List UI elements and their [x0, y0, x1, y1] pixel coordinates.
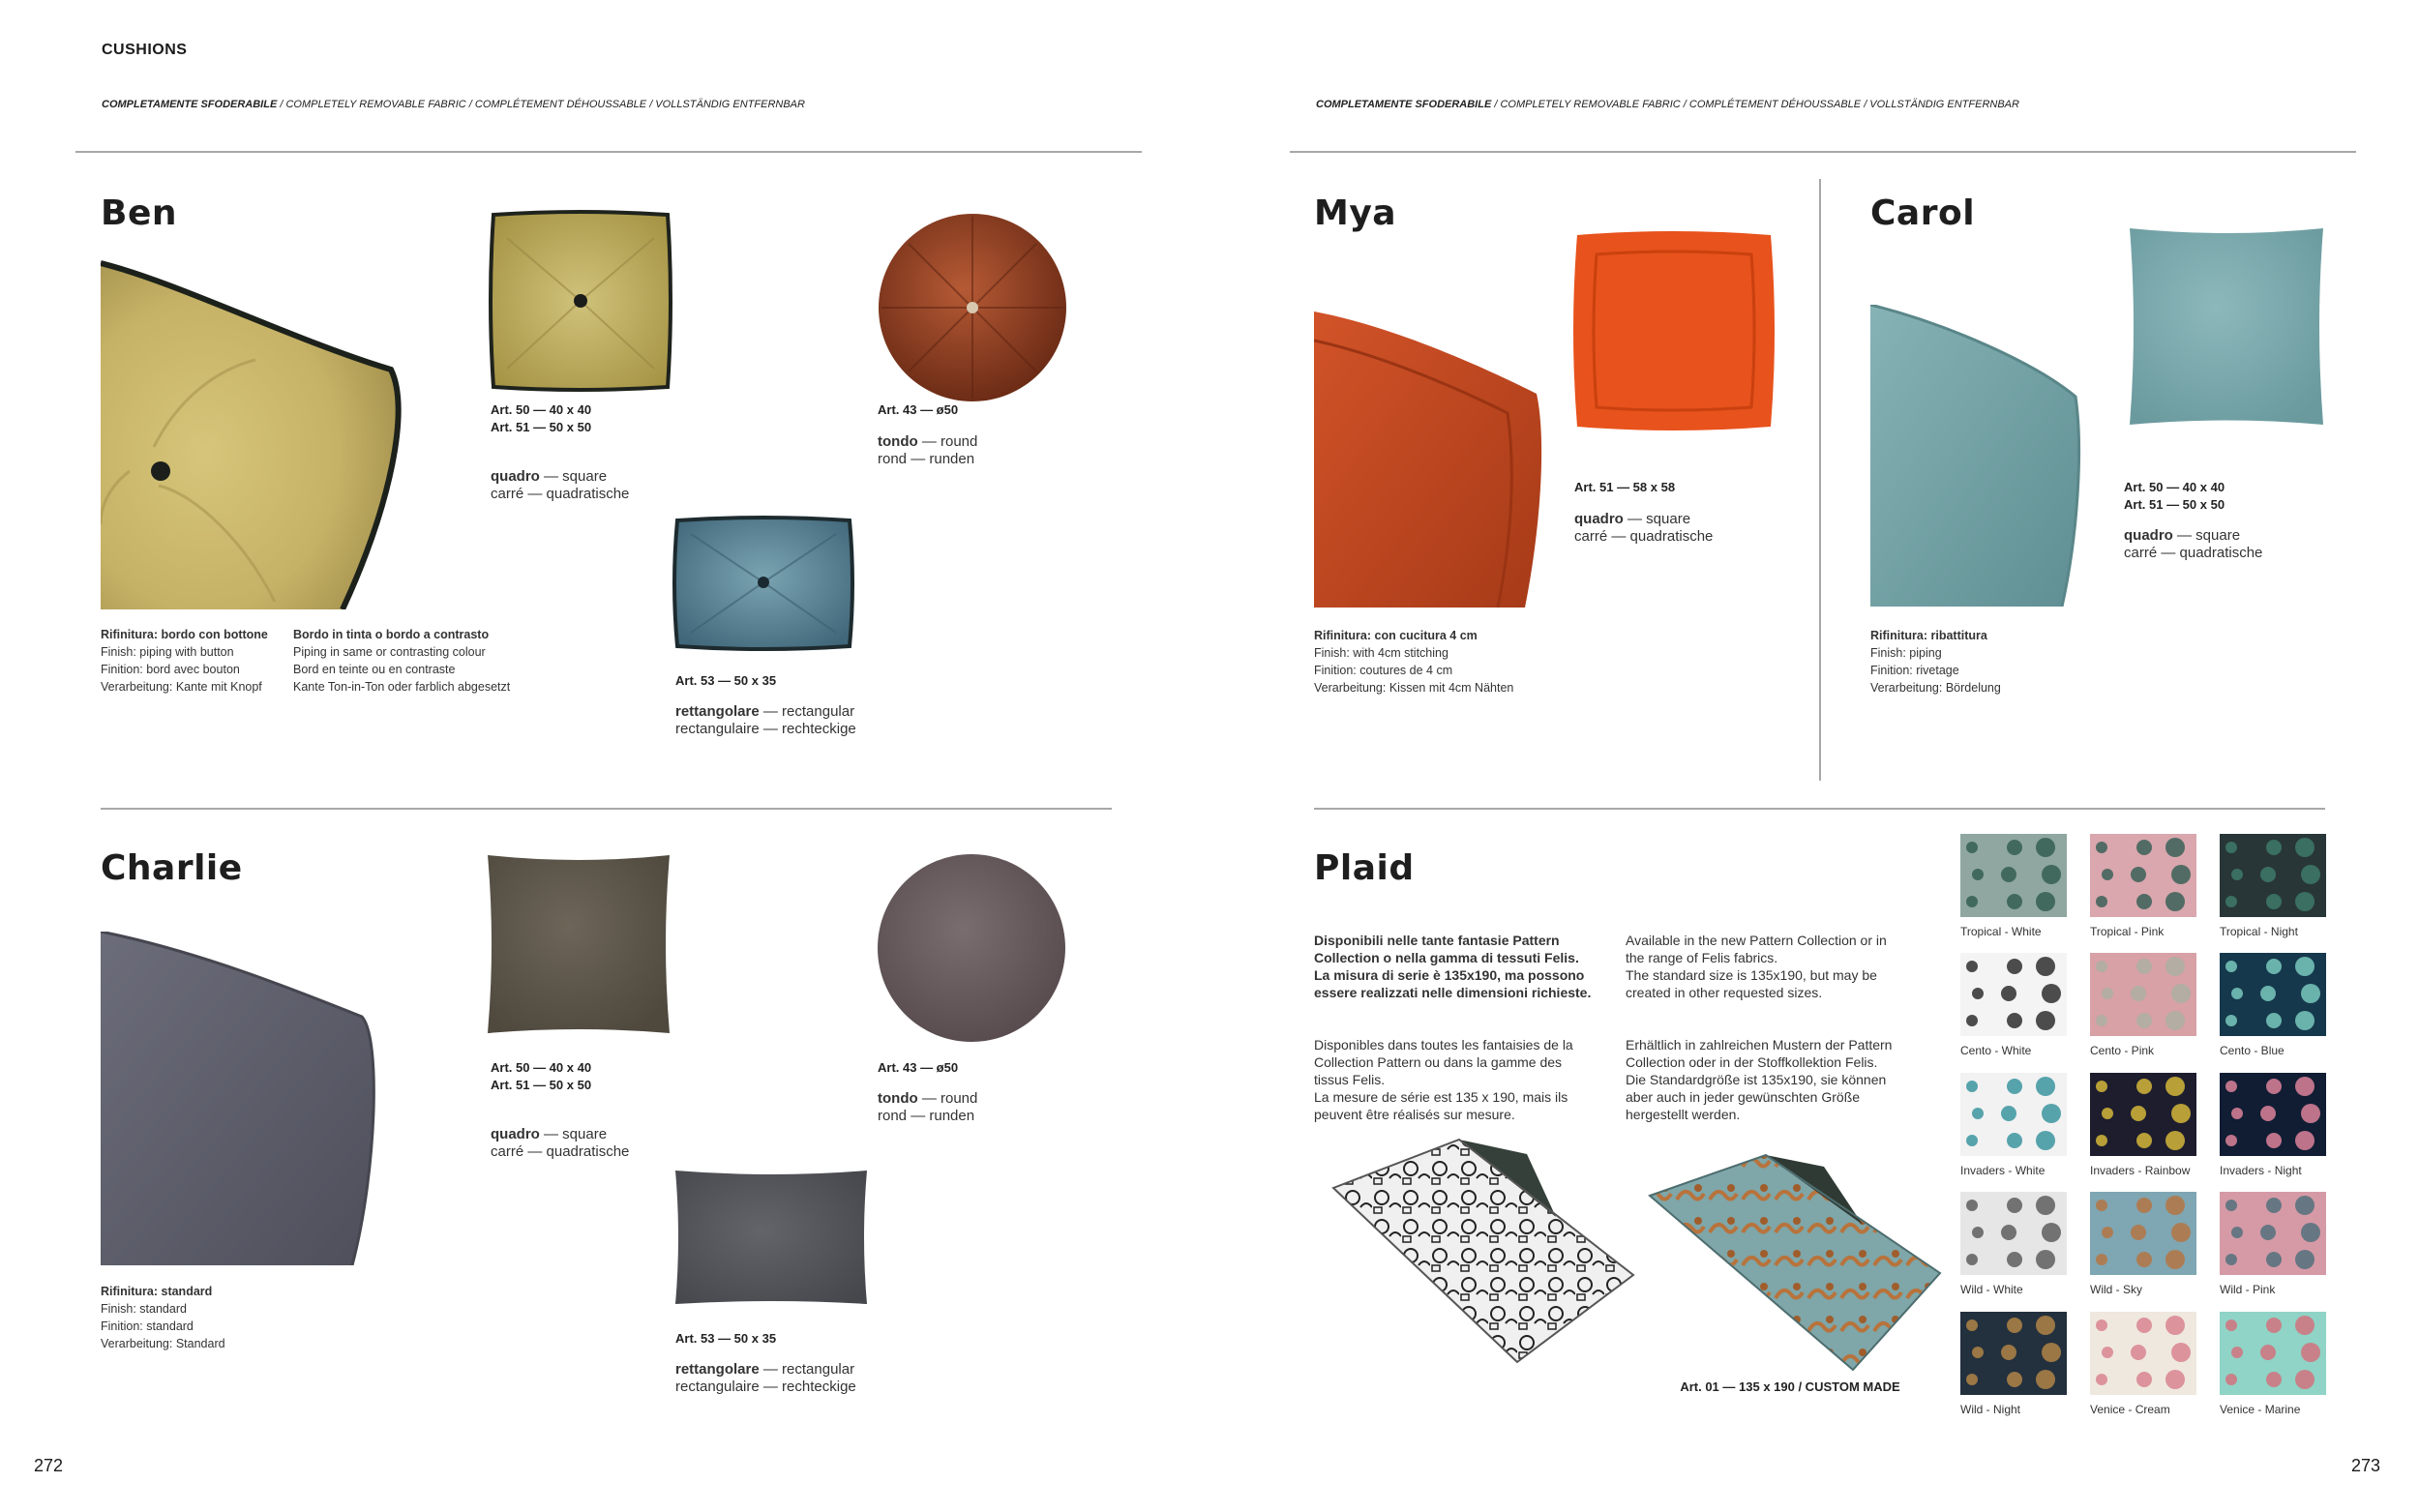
plaid-text-it: [1314, 932, 1591, 1001]
pattern-swatch: [1960, 1312, 2067, 1395]
ben-square-image: [488, 209, 673, 393]
finish-line: Finish: standard: [101, 1302, 187, 1316]
finish-line: Verarbeitung: Standard: [101, 1337, 225, 1350]
text-line: The standard size is 135x190, but may be: [1626, 967, 1877, 983]
art-line: Art. 51 — 50 x 50: [491, 420, 592, 434]
text-line: aber auch in jeder gewünschten Größe: [1626, 1089, 1861, 1105]
ben-rect-art: [675, 672, 776, 690]
art-line: Art. 51 — 50 x 50: [491, 1078, 592, 1092]
swatch-label: Wild - Pink: [2220, 1283, 2276, 1296]
text-line: Collection oder in der Stoffkollektion Felis.: [1626, 1054, 1878, 1070]
swatch-label: Tropical - Night: [2220, 925, 2298, 938]
shape-line2: carré — quadratische: [491, 1143, 630, 1160]
shape-it: quadro: [491, 468, 540, 485]
charlie-square-image: [484, 851, 673, 1037]
art-line: Art. 43 — ø50: [878, 1060, 959, 1075]
carol-square-image: [2124, 222, 2329, 430]
charlie-rect-shape: [675, 1361, 856, 1396]
ben-piping-note: [293, 626, 510, 696]
finish-line: Finition: bord avec bouton: [101, 663, 240, 676]
finish-line: Kante Ton-in-Ton oder farblich abgesetzt: [293, 680, 511, 694]
finish-line: Finition: coutures de 4 cm: [1314, 664, 1453, 677]
finish-line: Verarbeitung: Bördelung: [1870, 681, 2001, 695]
shape-it: tondo: [878, 433, 918, 450]
subline-bold: COMPLETAMENTE SFODERABILE: [102, 99, 278, 110]
finish-line: Bord en teinte ou en contraste: [293, 663, 456, 676]
mya-art: [1574, 479, 1675, 496]
charlie-title: Charlie: [101, 848, 243, 888]
text-line: Erhältlich in zahlreichen Mustern der Pattern: [1626, 1037, 1893, 1052]
art-line: Art. 51 — 58 x 58: [1574, 480, 1676, 494]
fabric-subline-left: [102, 99, 805, 110]
pattern-swatch: [1960, 1192, 2067, 1275]
text-line: Collection o nella gamma di tessuti Felis.: [1314, 950, 1579, 965]
art-line: Art. 50 — 40 x 40: [491, 1060, 592, 1075]
shape-en: — square: [2172, 527, 2241, 544]
pattern-swatch: [2090, 1073, 2196, 1156]
text-line: Disponibles dans toutes les fantaisies de la: [1314, 1037, 1573, 1052]
finish-line: Rifinitura: ribattitura: [1870, 629, 1987, 642]
pattern-swatch: [2220, 953, 2326, 1036]
shape-line2: carré — quadratische: [1574, 528, 1714, 545]
pattern-swatch: [2220, 834, 2326, 917]
art-line: Art. 51 — 50 x 50: [2124, 497, 2225, 512]
text-line: hergestellt werden.: [1626, 1107, 1741, 1122]
pattern-swatch: [2220, 1073, 2326, 1156]
mya-main-image: [1314, 311, 1546, 608]
charlie-rect-art: [675, 1330, 776, 1348]
charlie-round-art: [878, 1059, 958, 1077]
plaid-text-fr: [1314, 1036, 1573, 1123]
text-line: Disponibili nelle tante fantasie Pattern: [1314, 933, 1560, 948]
finish-line: Rifinitura: bordo con bottone: [101, 628, 268, 641]
ben-square-shape: [491, 468, 629, 503]
text-line: La misura di serie è 135x190, ma possono: [1314, 967, 1585, 983]
swatch-label: Wild - Sky: [2090, 1283, 2142, 1296]
shape-en: — rectangular: [759, 1361, 855, 1378]
pattern-swatch: [2090, 1312, 2196, 1395]
pattern-swatch: [1960, 953, 2067, 1036]
ben-finish: [101, 626, 268, 696]
swatch-label: Venice - Marine: [2220, 1403, 2301, 1416]
page-number-left: 272: [34, 1456, 64, 1475]
plaid-text-de: [1626, 1036, 1892, 1123]
ben-round-shape: [878, 433, 977, 468]
pattern-swatch: [2090, 953, 2196, 1036]
swatch-label: Invaders - White: [1960, 1164, 2046, 1177]
plaid-image-wild: [1640, 1147, 1950, 1379]
divider-top-left: [75, 151, 1142, 153]
charlie-round-shape: [878, 1090, 977, 1125]
shape-line2: rectangulaire — rechteckige: [675, 1379, 856, 1395]
pattern-swatch: [2220, 1192, 2326, 1275]
pattern-swatch: [2090, 834, 2196, 917]
section-label: CUSHIONS: [102, 42, 188, 58]
swatch-label: Cento - White: [1960, 1044, 2032, 1057]
subline-rest: / COMPLETELY REMOVABLE FABRIC / COMPLÉTEMENT DÉHOUSSABLE / VOLLSTÄNDIG ENTFERNBAR: [277, 99, 805, 110]
charlie-round-image: [876, 852, 1067, 1044]
mya-title: Mya: [1314, 193, 1397, 233]
charlie-rect-image: [672, 1167, 871, 1308]
shape-it: rettangolare: [675, 1361, 760, 1378]
pattern-swatch: [2090, 1192, 2196, 1275]
swatch-label: Venice - Cream: [2090, 1403, 2170, 1416]
finish-line: Rifinitura: standard: [101, 1285, 213, 1298]
subline-rest: / COMPLETELY REMOVABLE FABRIC / COMPLÉTEMENT DÉHOUSSABLE / VOLLSTÄNDIG ENTFERNBAR: [1491, 99, 2019, 110]
ben-round-art: [878, 401, 958, 419]
art-line: Art. 50 — 40 x 40: [491, 402, 592, 417]
text-line: the range of Felis fabrics.: [1626, 950, 1778, 965]
shape-en: — square: [1623, 511, 1691, 527]
charlie-square-shape: [491, 1126, 629, 1161]
swatch-label: Tropical - Pink: [2090, 925, 2165, 938]
shape-en: — round: [917, 433, 978, 450]
mya-finish: [1314, 627, 1513, 697]
divider-mid-right: [1314, 808, 2325, 810]
text-line: created in other requested sizes.: [1626, 985, 1823, 1000]
text-line: essere realizzati nelle dimensioni richieste.: [1314, 985, 1592, 1000]
art-line: Art. 53 — 50 x 35: [675, 673, 777, 688]
swatch-grid: [1955, 827, 2342, 1427]
shape-en: — square: [539, 468, 608, 485]
finish-line: Finish: piping: [1870, 646, 1942, 660]
plaid-image-cento: [1314, 1130, 1643, 1372]
page-number-right: 273: [2351, 1456, 2381, 1475]
finish-line: Finish: piping with button: [101, 645, 234, 659]
carol-title: Carol: [1870, 193, 1976, 233]
charlie-square-art: [491, 1059, 591, 1094]
ben-square-art: [491, 401, 591, 436]
text-line: La mesure de série est 135 x 190, mais ils: [1314, 1089, 1568, 1105]
ben-main-image: [101, 253, 420, 609]
subline-bold: COMPLETAMENTE SFODERABILE: [1316, 99, 1492, 110]
art-line: Art. 53 — 50 x 35: [675, 1331, 777, 1346]
shape-it: rettangolare: [675, 703, 760, 720]
carol-finish: [1870, 627, 2001, 697]
finish-line: Finition: standard: [101, 1319, 194, 1333]
shape-it: quadro: [2124, 527, 2173, 544]
pattern-swatch: [1960, 834, 2067, 917]
pattern-swatch: [1960, 1073, 2067, 1156]
shape-line2: carré — quadratische: [2124, 545, 2263, 561]
shape-en: — rectangular: [759, 703, 855, 720]
text-line: tissus Felis.: [1314, 1072, 1386, 1087]
art-line: Art. 50 — 40 x 40: [2124, 480, 2225, 494]
ben-title: Ben: [101, 193, 177, 233]
mya-shape: [1574, 511, 1713, 546]
swatch-label: Cento - Blue: [2220, 1044, 2285, 1057]
finish-line: Verarbeitung: Kissen mit 4cm Nähten: [1314, 681, 1514, 695]
ben-rect-image: [672, 515, 855, 652]
swatch-label: Invaders - Rainbow: [2090, 1164, 2191, 1177]
swatch-label: Cento - Pink: [2090, 1044, 2155, 1057]
fabric-subline-right: [1316, 99, 2019, 110]
plaid-title: Plaid: [1314, 848, 1415, 888]
pattern-swatch: [2220, 1312, 2326, 1395]
swatch-label: Wild - White: [1960, 1283, 2023, 1296]
finish-line: Bordo in tinta o bordo a contrasto: [293, 628, 490, 641]
carol-art: [2124, 479, 2225, 514]
divider-vertical: [1819, 179, 1821, 781]
swatch-label: Wild - Night: [1960, 1403, 2021, 1416]
text-line: Available in the new Pattern Collection or in: [1626, 933, 1887, 948]
swatch-label: Invaders - Night: [2220, 1164, 2302, 1177]
ben-round-image: [876, 211, 1069, 404]
finish-line: Rifinitura: con cucitura 4 cm: [1314, 629, 1478, 642]
text-line: peuvent être réalisés sur mesure.: [1314, 1107, 1515, 1122]
finish-line: Finish: with 4cm stitching: [1314, 646, 1448, 660]
charlie-finish: [101, 1283, 225, 1352]
mya-square-image: [1568, 227, 1780, 434]
shape-en: — square: [539, 1126, 608, 1142]
divider-mid-left: [101, 808, 1112, 810]
divider-top-right: [1290, 151, 2356, 153]
finish-line: Verarbeitung: Kante mit Knopf: [101, 680, 262, 694]
art-line: Art. 43 — ø50: [878, 402, 959, 417]
ben-rect-shape: [675, 703, 856, 738]
text-line: Die Standardgröße ist 135x190, sie können: [1626, 1072, 1887, 1087]
shape-it: quadro: [491, 1126, 540, 1142]
swatch-label: Tropical - White: [1960, 925, 2042, 938]
plaid-art: Art. 01 — 135 x 190 / CUSTOM MADE: [1680, 1379, 1900, 1394]
shape-line2: rond — runden: [878, 451, 975, 467]
text-line: Collection Pattern ou dans la gamme des: [1314, 1054, 1563, 1070]
finish-line: Piping in same or contrasting colour: [293, 645, 486, 659]
charlie-main-image: [101, 932, 381, 1265]
shape-it: tondo: [878, 1090, 918, 1107]
carol-main-image: [1870, 305, 2083, 607]
carol-shape: [2124, 527, 2262, 562]
shape-line2: rectangulaire — rechteckige: [675, 721, 856, 737]
shape-line2: rond — runden: [878, 1108, 975, 1124]
shape-line2: carré — quadratische: [491, 486, 630, 502]
shape-en: — round: [917, 1090, 978, 1107]
shape-it: quadro: [1574, 511, 1624, 527]
finish-line: Finition: rivetage: [1870, 664, 1959, 677]
plaid-text-en: [1626, 932, 1887, 1001]
